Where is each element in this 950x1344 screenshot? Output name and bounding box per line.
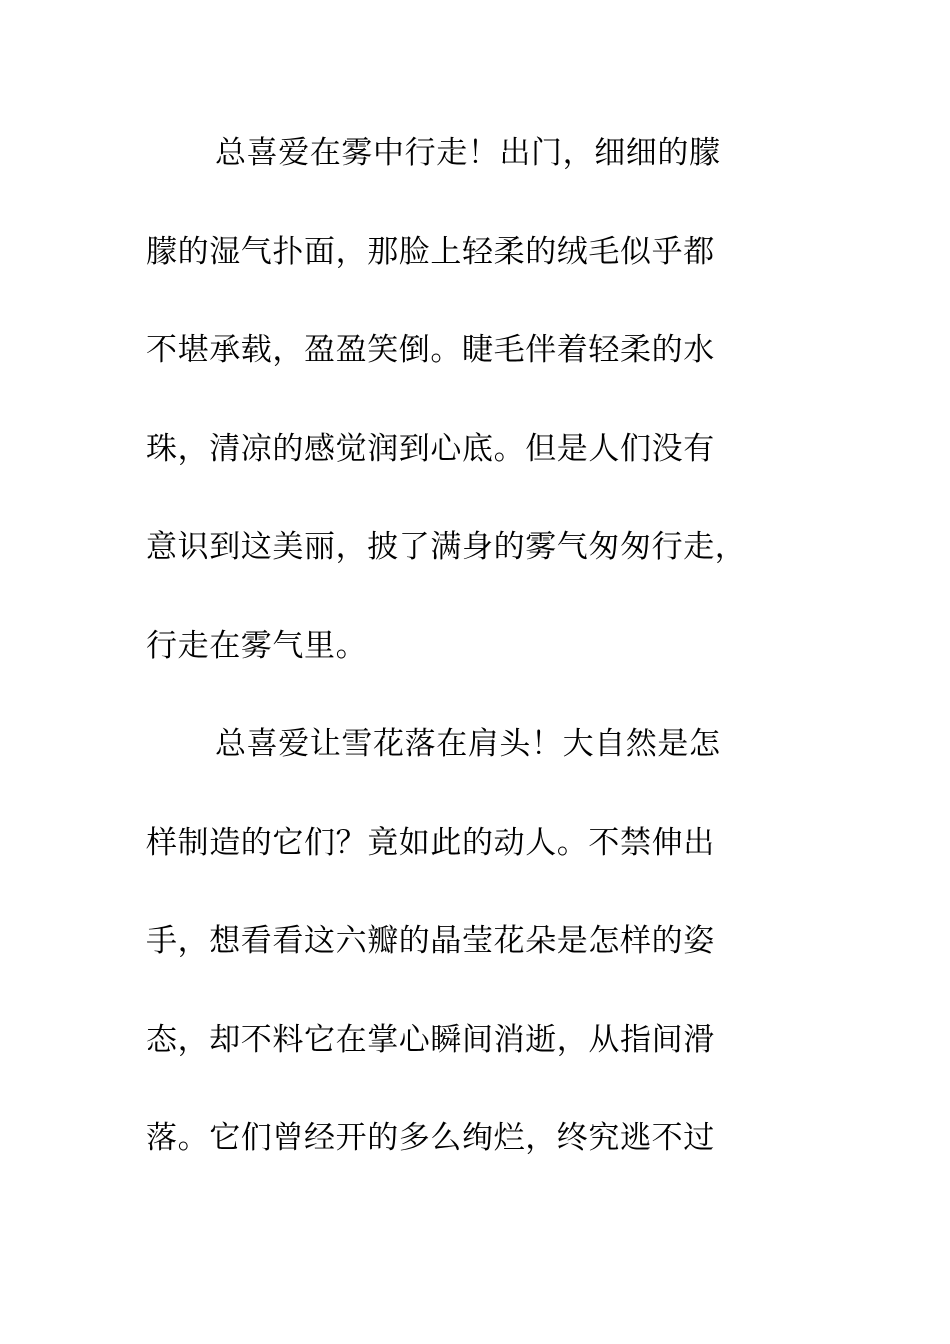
document-body [146, 118, 786, 1202]
text-line: 样制造的它们？竟如此的动人。不禁伸出 [146, 824, 715, 861]
paragraph-fog [146, 118, 786, 709]
text-line: 手，想看看这六瓣的晶莹花朵是怎样的姿 [146, 923, 715, 959]
text-line: 态，却不料它在掌心瞬间消逝，从指间滑 [146, 1021, 715, 1058]
text-line: 珠，清凉的感觉润到心底。但是人们没有 [146, 430, 715, 467]
text-line: 意识到这美丽，披了满身的雾气匆匆行走， [146, 529, 747, 565]
text-line: 总喜爱在雾中行走！出门，细细的朦 [215, 135, 721, 171]
text-line: 落。它们曾经开的多么绚烂，终究逃不过 [146, 1120, 715, 1156]
text-line: 朦的湿气扑面，那脸上轻柔的绒毛似乎都 [146, 233, 715, 270]
text-line: 总喜爱让雪花落在肩头！大自然是怎 [215, 726, 721, 762]
paragraph-snow [146, 709, 786, 1202]
text-line: 不堪承载，盈盈笑倒。睫毛伴着轻柔的水 [146, 332, 715, 368]
text-line: 行走在雾气里。 [146, 627, 368, 664]
